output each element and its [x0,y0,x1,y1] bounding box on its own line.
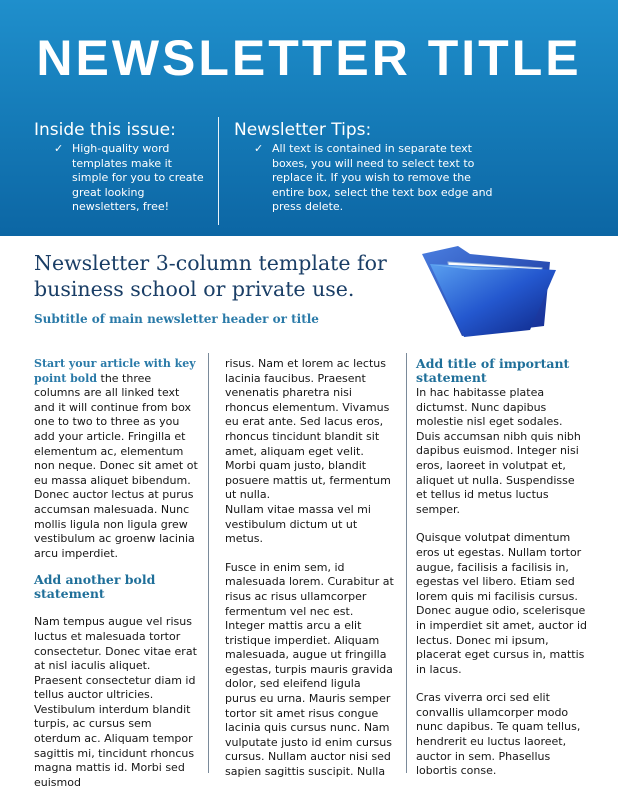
intro-title: Newsletter 3-column template for business school or private use. [34,251,387,301]
newsletter-tips-section [234,120,494,215]
column-heading: Add another bold statement [34,572,156,602]
article-column-1 [34,357,198,790]
inside-issue-item [34,142,210,215]
article-paragraph [34,357,198,561]
header-divider [218,117,219,225]
folder-icon [418,240,560,338]
inside-issue-item-text: High-quality word templates make it simple for you to create great looking newsletters, free! [72,142,204,214]
newsletter-tips-item [234,142,494,215]
column-divider [406,353,407,773]
article-lead: Start your article with key point bold [34,357,196,385]
intro-subtitle: Subtitle of main newsletter header or title [34,312,319,326]
article-paragraph: Quisque volutpat dimentum eros ut egestas. Nullam tortor augue, facilisis a facilisis in, egestas vel libero. Etiam sed lorem quis mi facilisis cursus. Donec augue odio, scelerisque in imperdiet sit amet, auctor id lectus. Donec mi ipsum, placerat eget cursus in, mattis in lacus. [416,531,587,676]
article-column-3 [416,357,588,779]
column-heading: Add title of important statement [416,356,570,385]
inside-issue-section [34,120,210,215]
checkmark-icon: ✓ [254,142,264,155]
checkmark-icon: ✓ [54,142,64,155]
inside-issue-heading: Inside this issue: [34,120,176,140]
article-column-2 [225,357,395,780]
article-paragraph: Fusce in enim sem, id malesuada lorem. Curabitur at risus ac risus ullamcorper fermentum vel nec est. Integer mattis arcu a elit tristique imperdiet. Aliquam malesuada, augue ut fringilla egestas, turpis mauris gravida dolor, sed eleifend ligula purus eu urna. Mauris semper tortor sit amet risus congue lacinia quis cursus nunc. Nam vulputate justo id enim cursus cursus. Nullam auctor nisi sed sapien sagittis suscipit. Nulla [225,560,394,779]
article-paragraph: Nullam vitae massa vel mi vestibulum dictum ut ut metus. [225,502,371,546]
article-paragraph: risus. Nam et lorem ac lectus lacinia faucibus. Praesent venenatis pharetra nisi rhoncus elementum. Vivamus eu erat ante. Sed lacus eros, rhoncus tincidunt blandit sit amet, aliquam eget velit. Morbi quam justo, blandit posuere mattis ut, fermentum ut nulla. [225,357,391,502]
article-paragraph: In hac habitasse platea dictumst. Nunc dapibus molestie nisl eget sodales. Duis accumsan nibh quis nibh dapibus euismod. Integer nisi eros, laoreet in volutpat et, aliquet ut nulla. Suspendisse et tellus id metus luctus semper. [416,386,581,516]
article-paragraph: Nam tempus augue vel risus luctus et malesuada tortor consectetur. Donec vitae erat at nisl iaculis aliquet. Praesent consectetur diam id tellus auctor ultricies. Vestibulum interdum blandit turpis, ac cursus sem oterdum ac. Aliquam tempor sagittis mi, tincidunt rhoncus magna mattis id. Morbi sed euismod [34,615,197,789]
newsletter-title: NEWSLETTER TITLE [36,30,582,86]
newsletter-tips-heading: Newsletter Tips: [234,120,372,140]
article-paragraph: Cras viverra orci sed elit convallis ullamcorper modo nunc dapibus. Te quam tellus, hendrerit eu luctus laoreet, auctor in sem. Phasellus lobortis conse. [416,691,581,778]
header-banner [0,0,618,236]
column-divider [208,353,209,773]
article-text: the three columns are all linked text and it will continue from box one to two to three as you add your article. Fringilla et elementum ac, elementum non neque. Donec sit amet ot eu massa aliquet bibendum. Donec auctor lectus at purus accumsan malesuada. Nunc mollis ligula non ligula grew vestibulum ac groenw lacinia arcu imperdiet. [34,371,198,560]
newsletter-tips-item-text: All text is contained in separate text boxes, you will need to select text to replace it. If you wish to remove the entire box, select the text box edge and press delete. [272,142,493,214]
